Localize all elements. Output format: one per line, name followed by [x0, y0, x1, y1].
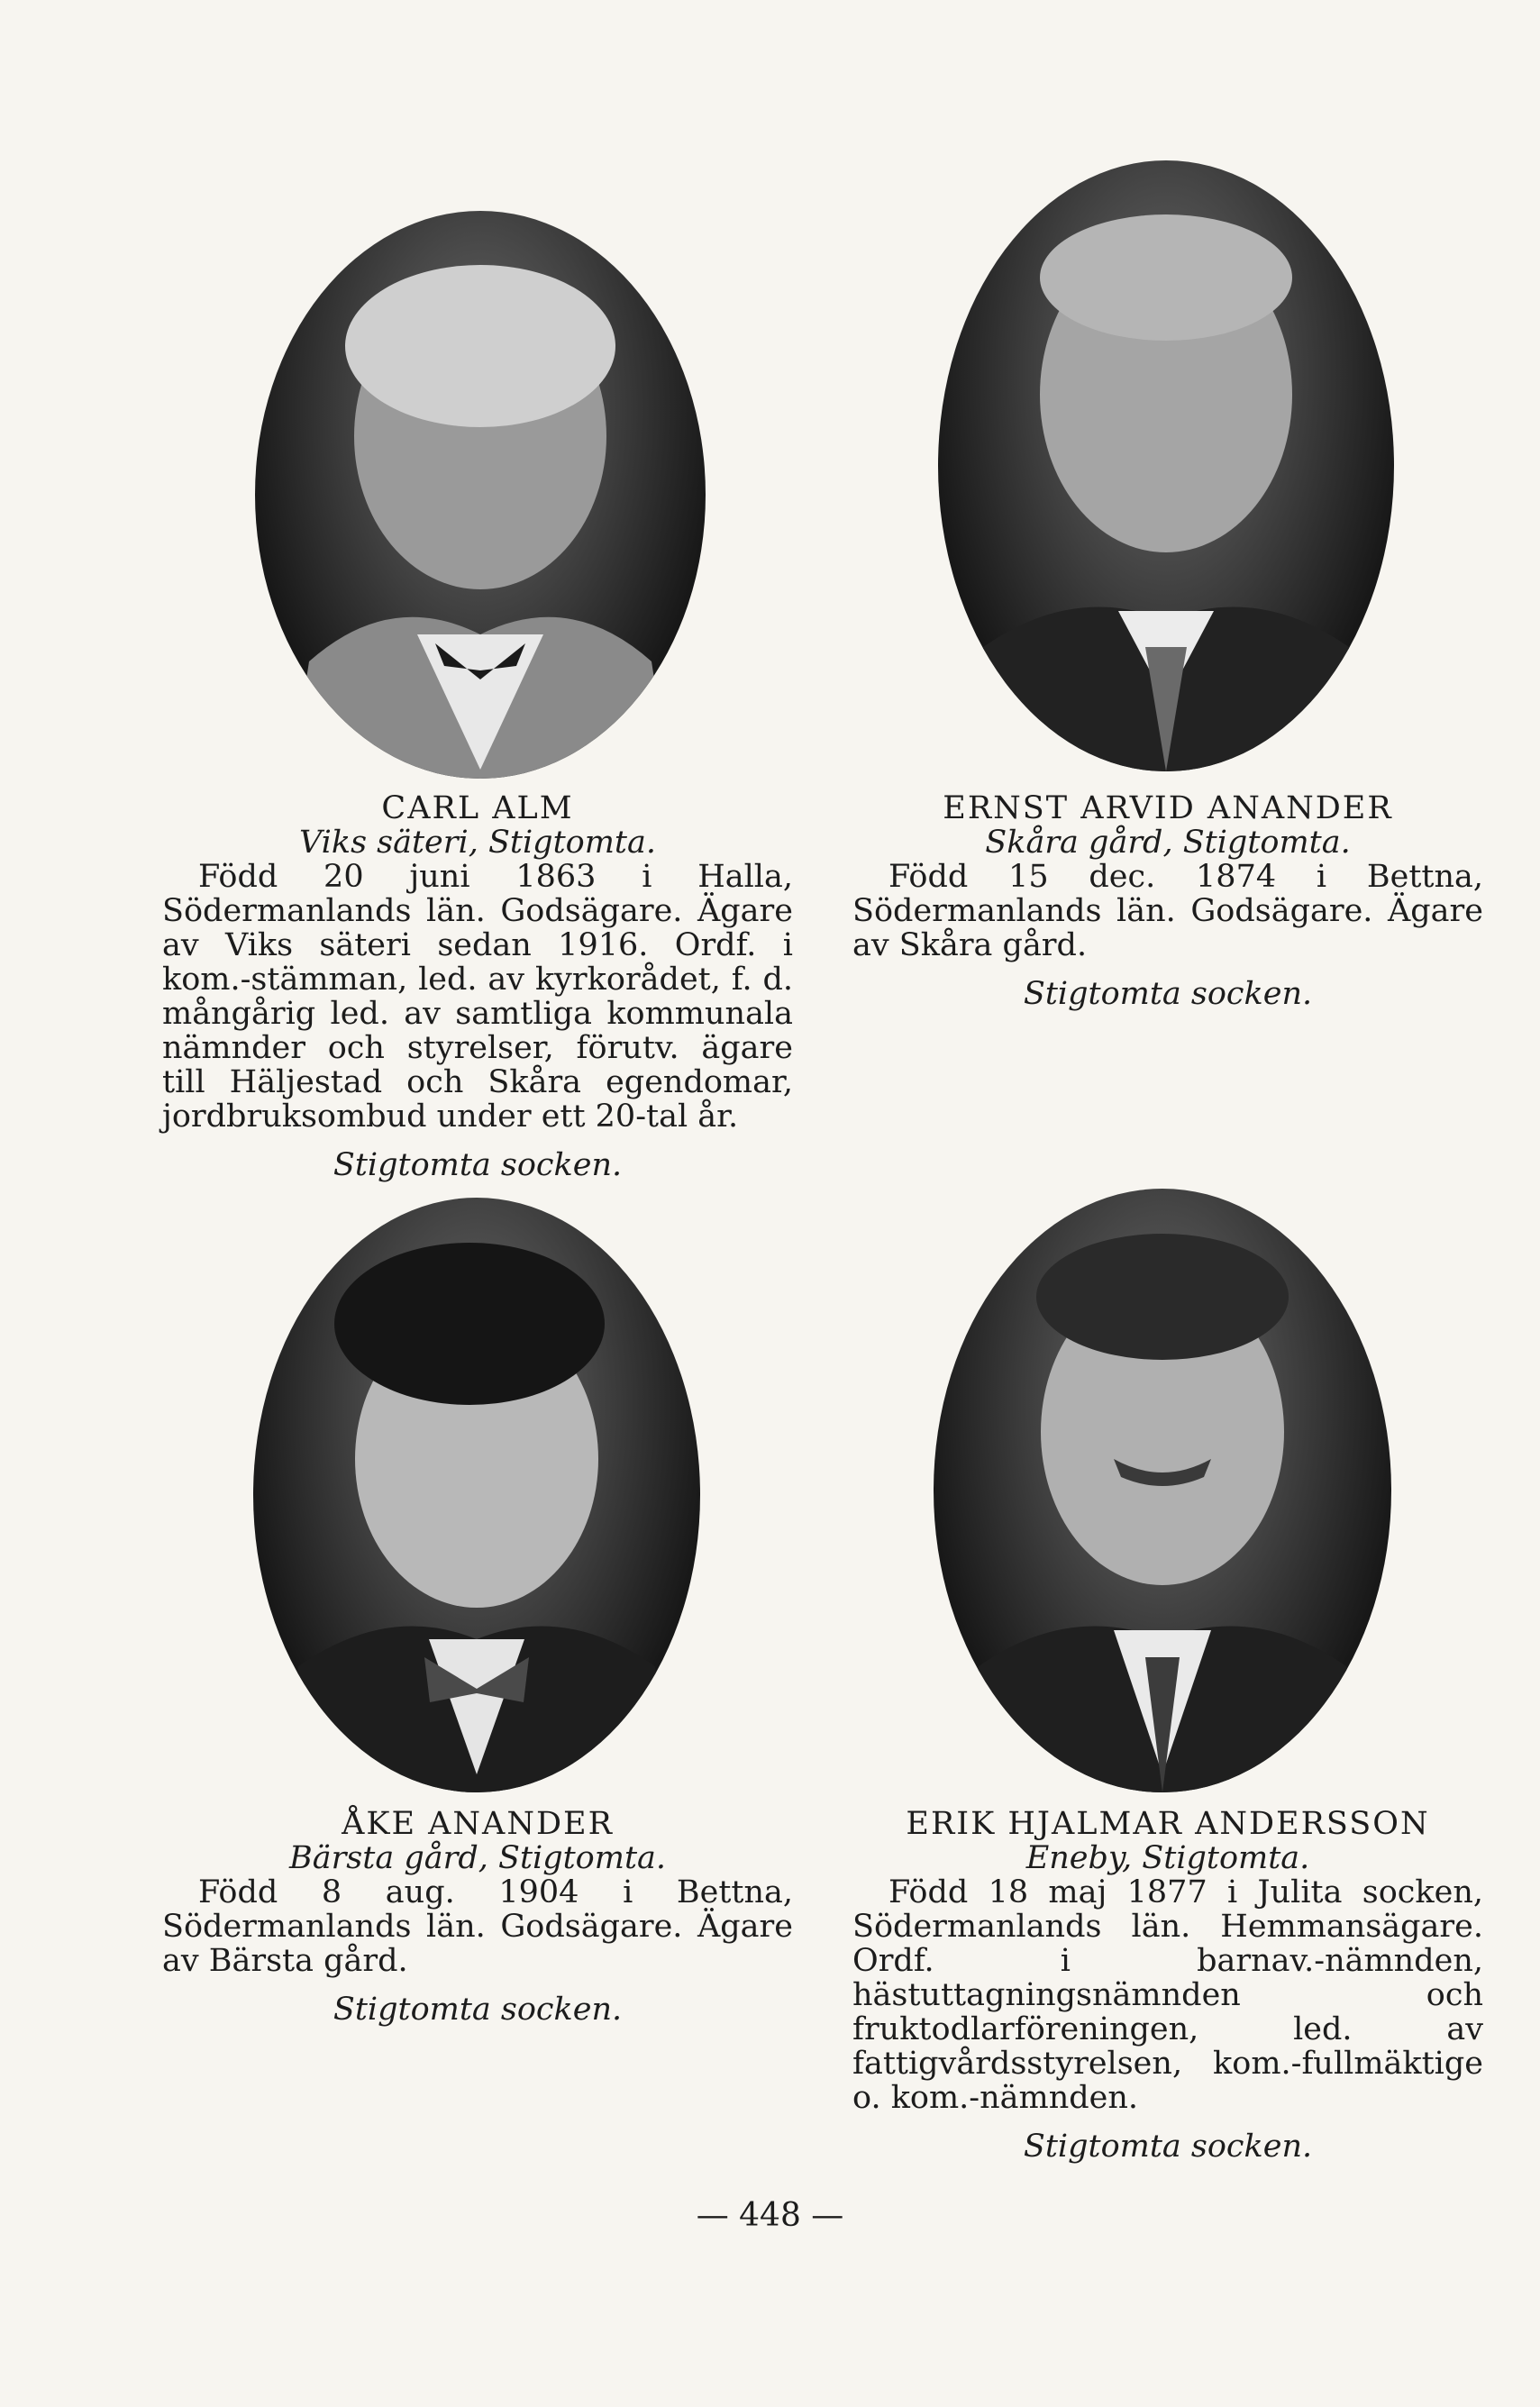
- entry-name: ÅKE ANANDER: [342, 1806, 614, 1842]
- portrait-carl-alm: [255, 211, 706, 779]
- portrait-erik-hjalmar-andersson-image: [934, 1189, 1391, 1792]
- entry-place: Skåra gård, Stigtomta.: [985, 825, 1351, 861]
- entry-place: Viks säteri, Stigtomta.: [299, 825, 656, 861]
- page-number: — 448 —: [696, 2197, 844, 2234]
- entry-biography: Född 18 maj 1877 i Julita socken, Södermanlands län. Hemmansägare. Ordf. i barnav.-nämnden, hästuttagningsnämnden och fruktodlarföreningen, led. av fattigvårdsstyrelsen, kom.-fullmäktige o. kom.-nämnden.: [852, 1874, 1483, 2116]
- entry-place: Eneby, Stigtomta.: [1025, 1840, 1310, 1876]
- portrait-ake-anander-image: [253, 1198, 700, 1792]
- portrait-erik-hjalmar-andersson: [934, 1189, 1391, 1792]
- entry-carl-alm: [162, 791, 793, 1182]
- entry-biography: Född 20 juni 1863 i Halla, Södermanlands län. Godsägare. Ägare av Viks säteri sedan 1916. Ordf. i kom.-stämman, led. av kyrkorådet, f. d. mångårig led. av samtliga kommunala nämnder och styrelser, förutv. ägare till Häljestad och Skåra egendomar, jordbruksombud under ett 20-tal år.: [162, 859, 793, 1135]
- entry-ernst-arvid-anander: [852, 791, 1483, 1011]
- entry-parish: Stigtomta socken.: [333, 1992, 623, 2028]
- entry-biography: Född 15 dec. 1874 i Bettna, Södermanlands län. Godsägare. Ägare av Skåra gård.: [852, 859, 1483, 963]
- entry-biography: Född 8 aug. 1904 i Bettna, Södermanlands län. Godsägare. Ägare av Bärsta gård.: [162, 1874, 793, 1979]
- entry-name: ERNST ARVID ANANDER: [943, 790, 1393, 826]
- entry-parish: Stigtomta socken.: [1023, 2129, 1313, 2165]
- entry-erik-hjalmar-andersson: [852, 1807, 1483, 2164]
- portrait-ernst-arvid-anander: [938, 160, 1394, 771]
- portrait-ernst-arvid-anander-image: [938, 160, 1394, 771]
- entry-place: Bärsta gård, Stigtomta.: [288, 1840, 667, 1876]
- entry-name: CARL ALM: [381, 790, 574, 826]
- entry-parish: Stigtomta socken.: [333, 1147, 623, 1183]
- entry-ake-anander: [162, 1807, 793, 2027]
- entry-name: ERIK HJALMAR ANDERSSON: [906, 1806, 1430, 1842]
- entry-parish: Stigtomta socken.: [1023, 976, 1313, 1012]
- portrait-carl-alm-image: [255, 211, 706, 779]
- portrait-ake-anander: [253, 1198, 700, 1792]
